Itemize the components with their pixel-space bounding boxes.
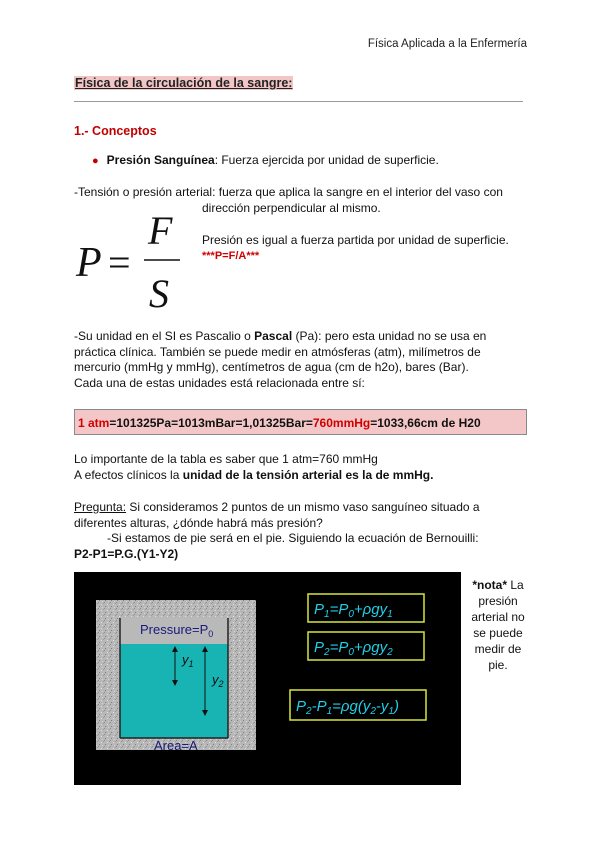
units-line-1-a: -Su unidad en el SI es Pascalio o xyxy=(74,329,255,343)
question-line-3: -Si estamos de pie será en el pie. Siguiendo la ecuación de Bernouilli: xyxy=(107,531,479,545)
table-note xyxy=(74,452,527,483)
table-note-line-2-a: A efectos clínicos la xyxy=(74,467,183,482)
formula-note-line-1: Presión es igual a fuerza partida por unidad de superficie. xyxy=(202,233,509,247)
page-title: Física de la circulación de la sangre: xyxy=(75,76,293,90)
bullet-item xyxy=(92,153,439,167)
units-line-1 xyxy=(74,329,527,345)
section-heading: 1.- Conceptos xyxy=(74,124,157,138)
formula-note xyxy=(202,233,527,264)
tension-line-2: dirección perpendicular al mismo. xyxy=(202,200,381,215)
equivalence-atm: 1 atm xyxy=(78,416,110,430)
title-divider xyxy=(74,101,523,102)
equivalence-text xyxy=(78,416,481,430)
bullet-term: Presión Sanguínea xyxy=(106,153,215,167)
equivalence-middle: =101325Pa=1013mBar=1,01325Bar= xyxy=(109,416,313,430)
units-paragraph xyxy=(74,329,527,391)
area-label: Area=A xyxy=(154,738,198,753)
table-note-line-1: Lo importante de la tabla es saber que 1 atm=760 mmHg xyxy=(74,452,378,466)
table-note-line-2 xyxy=(74,468,527,484)
question-line-1-text: Si consideramos 2 puntos de un mismo vaso sanguíneo situado a xyxy=(126,500,480,514)
pressure-formula xyxy=(74,210,194,315)
units-line-1-c: (Pa): pero esta unidad no se usa en xyxy=(292,329,487,343)
question-line-4: P2-P1=P.G.(Y1-Y2) xyxy=(74,546,179,561)
question-line-1 xyxy=(74,500,527,516)
formula-note-line-2: ***P=F/A*** xyxy=(202,249,260,262)
side-note-text: La presión arterial no se puede medir de pie. xyxy=(471,578,525,672)
pressure-label: $Pressure=P_0$ xyxy=(140,622,214,639)
units-line-3: mercurio (mmHg y mmHg), centímetros de agua (cm de h2o), bares (Bar). xyxy=(74,360,469,374)
units-line-2: práctica clínica. También se puede medir en atmósferas (atm), milímetros de xyxy=(74,344,481,359)
question-label: Pregunta: xyxy=(74,500,127,514)
equation-2: $P_2=P_0+\rho gy_2$ xyxy=(314,639,393,658)
bernoulli-figure xyxy=(74,572,461,785)
equation-3: $P_2-P_1=\rho g(y_2-y_1)$ xyxy=(296,698,399,717)
equivalence-end: =1033,66cm de H20 xyxy=(370,416,481,430)
question-paragraph xyxy=(74,500,527,562)
units-pascal: Pascal xyxy=(254,329,293,343)
formula-p: P xyxy=(76,240,102,286)
equivalence-mmhg: 760mmHg xyxy=(312,416,371,430)
y2-label: $y_2$ xyxy=(212,672,224,689)
formula-denominator: S xyxy=(149,271,169,315)
bullet-definition: : Fuerza ejercida por unidad de superficie. xyxy=(214,153,439,167)
units-line-4: Cada una de estas unidades está relacionada entre sí: xyxy=(74,375,365,390)
side-note xyxy=(468,577,528,673)
question-line-2: diferentes alturas, ¿dónde habrá más presión? xyxy=(74,515,323,530)
y1-label: $y_1$ xyxy=(182,652,194,669)
table-note-line-2-b: unidad de la tensión arterial es la de mmHg. xyxy=(182,467,434,482)
side-note-label: *nota* xyxy=(472,578,507,592)
formula-numerator: F xyxy=(148,210,173,253)
bullet-dot-icon: ● xyxy=(92,155,99,167)
tension-line-1: -Tensión o presión arterial: fuerza que aplica la sangre en el interior del vaso con xyxy=(74,185,503,199)
formula-equals: = xyxy=(108,240,131,285)
equation-1: $P_1=P_0+\rho gy_1$ xyxy=(314,601,393,620)
fluid xyxy=(120,644,228,738)
page-header: Física Aplicada a la Enfermería xyxy=(367,38,527,50)
